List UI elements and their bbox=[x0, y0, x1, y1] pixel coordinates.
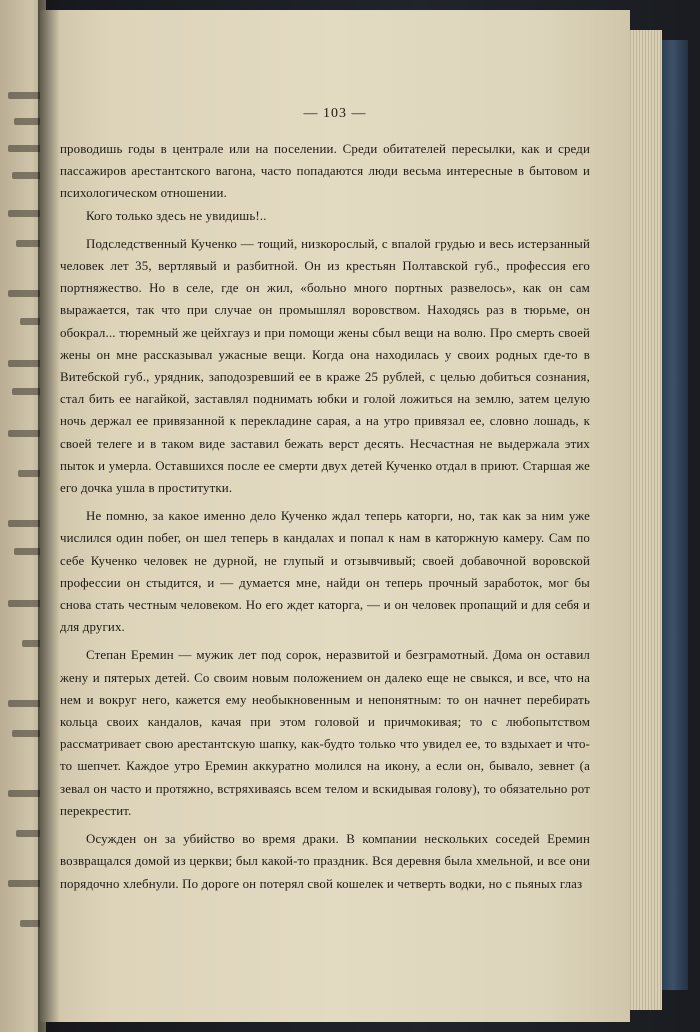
paragraph: Не помню, за какое именно дело Кученко ждал теперь каторги, но, так как за ним уже числился один побег, он шел теперь в кандалах и попал к нам в каторжную камеру. Сам по себе Кученко человек не дурной, не глупый и отзывчивый; своей добавочной воровской профессии он стыдится, и — думается мне, найди он теперь прочный заработок, мог бы снова стать честным человеком. Но его ждет каторга, — и он человек пропащий и для себя и для других. bbox=[60, 509, 590, 635]
page-number: — 103 — bbox=[303, 106, 367, 121]
paragraph: Степан Еремин — мужик лет под сорок, неразвитой и безграмотный. Дома он оставил жену и пятерых детей. Со своим новым положением он далеко еще не свыкся, и все, что на нем и вокруг него, кажется ему необыкновенным и непонятным: то он начнет перебирать кольца своих кандалов, качая при этом головой и причмокивая; то с любопытством рассматривает свою арестантскую шапку, как-будто только что увидел ее, то вздыхает и что-то шепчет. Каждое утро Еремин аккуратно молился на икону, а если он, бывало, зевнет (а зевал он часто и протяжно, встряхиваясь всем телом и вскидывая голову), то обязательно рот перекрестит. bbox=[60, 648, 590, 818]
left-page-text-fragment bbox=[8, 145, 42, 152]
paragraph: Подследственный Кученко — тощий, низкорослый, с впалой грудью и весь истерзанный человек лет 35, вертлявый и разбитной. Он из крестьян Полтавской губ., профессия его портняжество. Но в селе, где он жил, «больно много портных развелось», как он сам выражается, так что при случае он промышлял воровством. Находясь раз в тюрьме, он обокрал... тюремный же цейхгауз и при помощи жены сбыл вещи на волю. Про смерть своей жены он мне рассказывал ужасные вещи. Когда она находилась у своих родных где-то в Витебской губ., урядник, заподозревший ее в краже 25 рублей, с целью добиться сознания, стал бить ее нагайкой, заставлял поднимать юбки и голой ложиться на землю, затем целую ночь держал ее привязанной к перекладине сарая, а на утро привязал ее, словно лошадь, к своей телеге и в таком виде заставил бежать верст десять. Несчастная не выдержала этих пыток и умерла. Оставшихся после ее смерти двух детей Кученко отдал в приют. Старшая же его дочка ушла в проститутки. bbox=[60, 236, 590, 496]
left-page-text-fragment bbox=[8, 700, 42, 707]
left-page-text-fragment bbox=[8, 520, 42, 527]
book-page bbox=[40, 10, 630, 1022]
left-page-text-fragment bbox=[8, 92, 42, 99]
paragraph: Кого только здесь не увидишь!.. bbox=[86, 208, 267, 223]
left-page-text-fragment bbox=[8, 600, 42, 607]
left-page-text-fragment bbox=[8, 880, 42, 887]
book-cover-edge bbox=[658, 40, 688, 990]
page-block-edge bbox=[628, 30, 662, 1010]
left-page-text-fragment bbox=[8, 360, 42, 367]
left-page-text-fragment bbox=[8, 430, 42, 437]
paragraph: Осужден он за убийство во время драки. В компании нескольких соседей Еремин возвращался домой из церкви; был какой-то праздник. Вся деревня была хмельной, и все они порядочно хлебнули. По дороге он потерял свой кошелек и четверть водки, но с пьяных глаз bbox=[60, 832, 590, 891]
paragraph-continuation: проводишь годы в централе или на поселении. Среди обитателей пересылки, как и среди пассажиров арестантского вагона, часто попадаются люди весьма интересные в бытовом и психологическом отношении. bbox=[60, 142, 590, 201]
page-gutter-shadow bbox=[38, 0, 60, 1032]
left-page-text-fragment bbox=[8, 290, 42, 297]
page-text bbox=[60, 138, 590, 895]
left-page-text-fragment bbox=[8, 790, 42, 797]
left-page-text-fragment bbox=[8, 210, 42, 217]
